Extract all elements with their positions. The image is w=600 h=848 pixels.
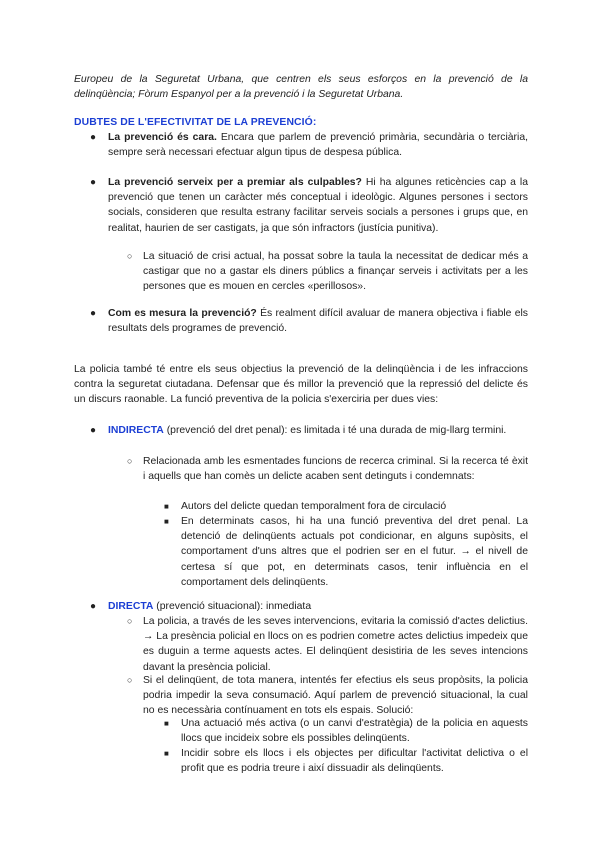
indirecta-subitem bbox=[127, 454, 528, 484]
doubt-title: Com es mesura la prevenció? bbox=[108, 308, 257, 319]
bullet-icon: ● bbox=[90, 177, 97, 188]
directa-text: (prevenció situacional): inmediata bbox=[153, 601, 312, 612]
bullet-icon: ● bbox=[90, 425, 97, 436]
indirecta-subsubitem bbox=[164, 514, 528, 590]
square-bullet-icon: ■ bbox=[164, 517, 169, 526]
directa-subsubitem-text: Incidir sobre els llocs i els objectes per dificultar l'activitat delictiva o el profit que es podria treure i així dissuadir als delinqüents. bbox=[181, 748, 528, 775]
police-paragraph: La policia també té entre els seus objectius la prevenció de la delinqüència i de les infraccions contra la seguretat ciutadana. Defensar que és millor la prevenció que la repressió del delicte és un discurs raonable. La funció preventiva de la policia s'exerciria per dues vies: bbox=[74, 364, 528, 406]
doubt-subitem bbox=[127, 249, 528, 295]
section-heading: DUBTES DE L'EFECTIVITAT DE LA PREVENCIÓ: bbox=[74, 117, 317, 128]
directa-subsubitem-text: Una actuació més activa (o un canvi d'estratègia) de la policia en aquests llocs que incideix sobre els possibles delinqüents. bbox=[181, 718, 528, 745]
directa-subitem-text: Si el delinqüent, de tota manera, intentés fer efectius els seus propòsits, la policia podria impedir la seva consumació. Aquí parlem de prevenció situacional, la cual no es necessària contínuament en tots els espais. Solució: bbox=[143, 675, 528, 717]
directa-subitem-text: La policia, a través de les seves intervencions, evitaria la comissió d'actes delictius. → La presència policial en llocs on es podrien cometre actes delictius impedeix que es duguin a terme aquests actes. El delinqüent desistiria de les seves intencions davant la presència policial. bbox=[143, 616, 528, 673]
indirecta-subsubitem-text: Autors del delicte quedan temporalment fora de circulació bbox=[181, 501, 447, 512]
indirecta-subsubitem-text: En determinats casos, hi ha una funció preventiva del dret penal. La detenció de delinqüents actuals pot condicionar, en alguns supòsits, el comportament d'uns altres que el podrien ser en el futur. → el nivell de certesa sí que pot, en determinats casos, tenir influència en el comportament dels delinqüents. bbox=[181, 516, 528, 588]
indirecta-subitem-text: Relacionada amb les esmentades funcions de recerca criminal. Si la recerca té èxit i aquells que han comès un delicte acaben sent detinguts i condemnats: bbox=[143, 456, 528, 483]
directa-subitem bbox=[127, 673, 528, 719]
bullet-icon: ● bbox=[90, 601, 97, 612]
directa-subsubitem bbox=[164, 716, 528, 746]
circle-bullet-icon: ○ bbox=[127, 251, 133, 261]
indirecta-text: (prevenció del dret penal): es limitada i té una durada de mig-llarg termini. bbox=[163, 425, 507, 436]
doubt-subitem-text: La situació de crisi actual, ha possat sobre la taula la necessitat de dedicar més a castigar que no a gastar els diners públics a finançar serveis i activitats per a les persones que es mouen en cercles «perillosos». bbox=[143, 251, 528, 293]
doubt-text: Encara que parlem de prevenció primària, secundària o terciària, sempre serà necessari efectuar algun tipus de despesa pública. bbox=[108, 132, 528, 159]
square-bullet-icon: ■ bbox=[164, 719, 169, 728]
circle-bullet-icon: ○ bbox=[127, 616, 133, 626]
indirecta-title: INDIRECTA bbox=[108, 425, 164, 436]
directa-item bbox=[90, 599, 528, 614]
doubt-text: És realment difícil avaluar de manera objectiva i fiable els resultats dels programes de prevenció. bbox=[108, 308, 529, 335]
doubt-text: Hi ha algunes reticències cap a la prevenció que tenen un caràcter més conceptual i ideològic. Algunes persones i sectors socials, consideren que resulta estrany facilitar serveis socials a persones i grups que, en realitat, haurien de ser castigats, ja que són infractors (justícia punitiva). bbox=[108, 177, 528, 234]
directa-subitem bbox=[127, 614, 528, 675]
indirecta-item bbox=[90, 423, 528, 438]
circle-bullet-icon: ○ bbox=[127, 456, 133, 466]
doubt-item-cost bbox=[90, 130, 528, 160]
bullet-icon: ● bbox=[90, 132, 97, 143]
directa-title: DIRECTA bbox=[108, 601, 154, 612]
circle-bullet-icon: ○ bbox=[127, 675, 133, 685]
indirecta-subsubitem bbox=[164, 499, 528, 514]
doubt-item-measure bbox=[90, 306, 529, 336]
doubt-item-reward bbox=[90, 175, 528, 236]
square-bullet-icon: ■ bbox=[164, 749, 169, 758]
bullet-icon: ● bbox=[90, 308, 97, 319]
directa-subsubitem bbox=[164, 746, 528, 776]
square-bullet-icon: ■ bbox=[164, 502, 169, 511]
doubt-title: La prevenció serveix per a premiar als culpables? bbox=[108, 177, 362, 188]
doubt-title: La prevenció és cara. bbox=[108, 132, 217, 143]
intro-text: Europeu de la Seguretat Urbana, que centren els seus esforços en la prevenció de la delinqüència; Fòrum Espanyol per a la prevenció i la Seguretat Urbana. bbox=[74, 74, 528, 100]
